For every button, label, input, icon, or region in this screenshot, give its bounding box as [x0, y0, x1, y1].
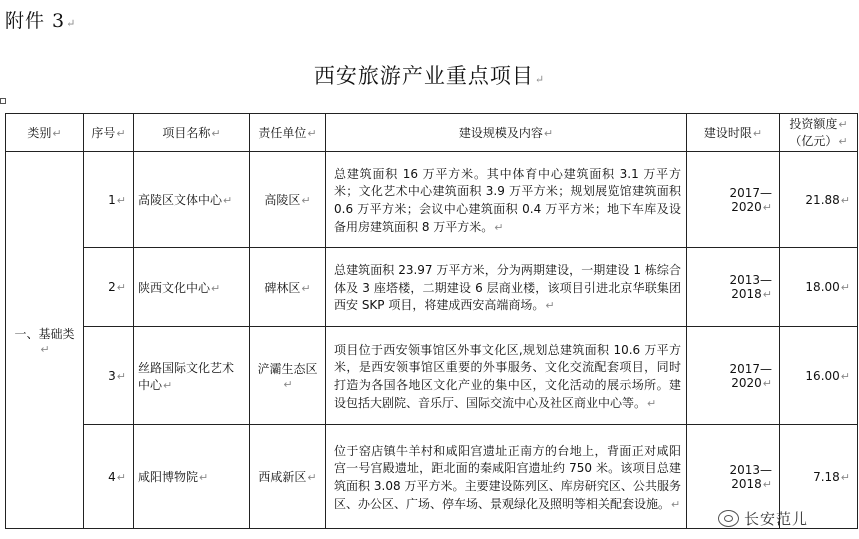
period-cell: 2013—2018↵: [687, 248, 780, 327]
header-category: 类别↵: [6, 114, 84, 152]
table-row: [6, 248, 858, 327]
scale-cell: 总建筑面积 23.97 万平方米，分为两期建设，一期建设 1 栋综合体及 3 座塔楼，二期建设 6 层商业楼，该项目引进北京华联集团西安 SKP 项目，将建成西安高端商场。↵: [326, 248, 687, 327]
document-title: 西安旅游产业重点项目↵: [313, 64, 546, 88]
period-cell: 2013—2018↵: [687, 425, 780, 529]
header-row: [6, 114, 858, 152]
unit-cell: 碑林区↵: [250, 248, 326, 327]
unit-cell: 高陵区↵: [250, 152, 326, 248]
seq-cell: 4↵: [84, 425, 134, 529]
seq-cell: 3↵: [84, 327, 134, 425]
seq-cell: 2↵: [84, 248, 134, 327]
category-cell: 一、基础类↵: [6, 152, 84, 529]
header-scale: 建设规模及内容↵: [326, 114, 687, 152]
table-anchor-handle[interactable]: [0, 98, 6, 104]
period-cell: 2017—2020↵: [687, 152, 780, 248]
investment-cell: 18.00↵: [780, 248, 858, 327]
name-cell: 高陵区文体中心↵: [134, 152, 250, 248]
header-name: 项目名称↵: [134, 114, 250, 152]
scale-cell: 项目位于西安领事馆区外事文化区,规划总建筑面积 10.6 万平方米，是西安领事馆区重要的外事服务、文化交流配套项目，同时打造为各国各地区文化产业的集中区，文化活动的展示场所。建设包括大剧院、音乐厅、国际交流中心及社区商业中心等。↵: [326, 327, 687, 425]
watermark: [718, 508, 808, 529]
unit-cell: 浐灞生态区↵: [250, 327, 326, 425]
table-row: [6, 152, 858, 248]
header-investment: 投资额度↵ （亿元）↵: [780, 114, 858, 152]
watermark-text: 长安范儿: [744, 510, 809, 528]
investment-cell: 21.88↵: [780, 152, 858, 248]
header-seq: 序号↵: [84, 114, 134, 152]
table-row: [6, 327, 858, 425]
period-cell: 2017—2020↵: [687, 327, 780, 425]
attachment-label: 附件 3↵: [5, 10, 77, 32]
scale-cell: 位于窑店镇牛羊村和咸阳宫遗址正南方的台地上，背面正对咸阳宫一号宫殿遗址，距北面的秦咸阳宫遗址约 750 米。该项目总建筑面积 3.08 万平方米。主要建设陈列区、库房研究区、公共服务区、办公区、广场、停车场、景观绿化及照明等相关配套设施。↵: [326, 425, 687, 529]
unit-cell: 西咸新区↵: [250, 425, 326, 529]
name-cell: 陕西文化中心↵: [134, 248, 250, 327]
investment-cell: 16.00↵: [780, 327, 858, 425]
scale-cell: 总建筑面积 16 万平方米。其中体育中心建筑面积 3.1 万平方米；文化艺术中心建筑面积 3.9 万平方米；规划展览馆建筑面积 0.6 万平方米；会议中心建筑面积 0.4 万平方米；地下车库及设备用房建筑面积 8 万平方米。↵: [326, 152, 687, 248]
projects-table: [5, 113, 858, 529]
name-cell: 咸阳博物院↵: [134, 425, 250, 529]
header-period: 建设时限↵: [687, 114, 780, 152]
seq-cell: 1↵: [84, 152, 134, 248]
investment-cell: 7.18↵: [780, 425, 858, 529]
name-cell: 丝路国际文化艺术中心↵: [134, 327, 250, 425]
header-unit: 责任单位↵: [250, 114, 326, 152]
wechat-icon: [718, 510, 739, 527]
